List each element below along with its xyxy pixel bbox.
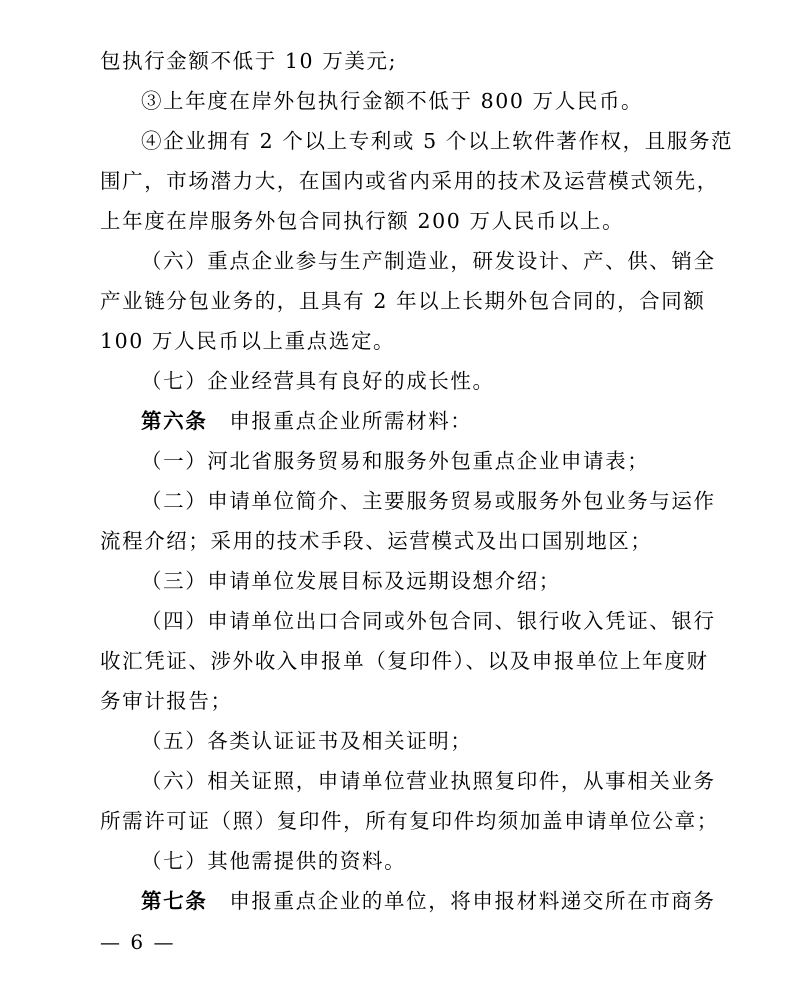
article-6-text: 申报重点企业所需材料：: [229, 409, 473, 433]
text-line: ③上年度在岸外包执行金额不低于 800 万人民币。: [141, 89, 644, 113]
text-line: 产业链分包业务的，且具有 2 年以上长期外包合同的，合同额: [100, 289, 706, 313]
text-line: 上年度在岸服务外包合同执行额 200 万人民币以上。: [100, 209, 625, 233]
text-line: 所需许可证（照）复印件，所有复印件均须加盖申请单位公章；: [100, 809, 719, 833]
page-number: — 6 —: [100, 930, 176, 954]
text-line: 务审计报告；: [100, 689, 233, 713]
text-line: 流程介绍；采用的技术手段、运营模式及出口国别地区；: [100, 529, 653, 553]
article-7-text: 申报重点企业的单位，将申报材料递交所在市商务: [229, 889, 716, 913]
text-line: （一）河北省服务贸易和服务外包重点企业申请表；: [141, 449, 650, 473]
text-line: （七）其他需提供的资料。: [141, 849, 407, 873]
text-line: （四）申请单位出口合同或外包合同、银行收入凭证、银行: [141, 609, 716, 633]
text-line: （六）相关证照，申请单位营业执照复印件，从事相关业务: [141, 769, 716, 793]
article-7-line: [141, 886, 741, 916]
text-line: （七）企业经营具有良好的成长性。: [141, 369, 495, 393]
text-line: （三）申请单位发展目标及远期设想介绍；: [141, 569, 561, 593]
text-line: （二）申请单位简介、主要服务贸易或服务外包业务与运作: [141, 489, 716, 513]
text-line: ④企业拥有 2 个以上专利或 5 个以上软件著作权，且服务范: [141, 129, 734, 153]
text-line: （五）各类认证证书及相关证明；: [141, 729, 473, 753]
article-6-line: [141, 406, 741, 436]
text-line: （六）重点企业参与生产制造业，研发设计、产、供、销全: [141, 249, 716, 273]
text-line: 100 万人民币以上重点选定。: [100, 329, 396, 353]
text-line: 围广，市场潜力大，在国内或省内采用的技术及运营模式领先，: [100, 169, 719, 193]
text-line: 包执行金额不低于 10 万美元;: [100, 49, 398, 73]
article-6-heading: 第六条: [141, 409, 208, 433]
text-line: 收汇凭证、涉外收入申报单（复印件）、以及申报单位上年度财: [100, 649, 709, 673]
article-7-heading: 第七条: [141, 889, 208, 913]
